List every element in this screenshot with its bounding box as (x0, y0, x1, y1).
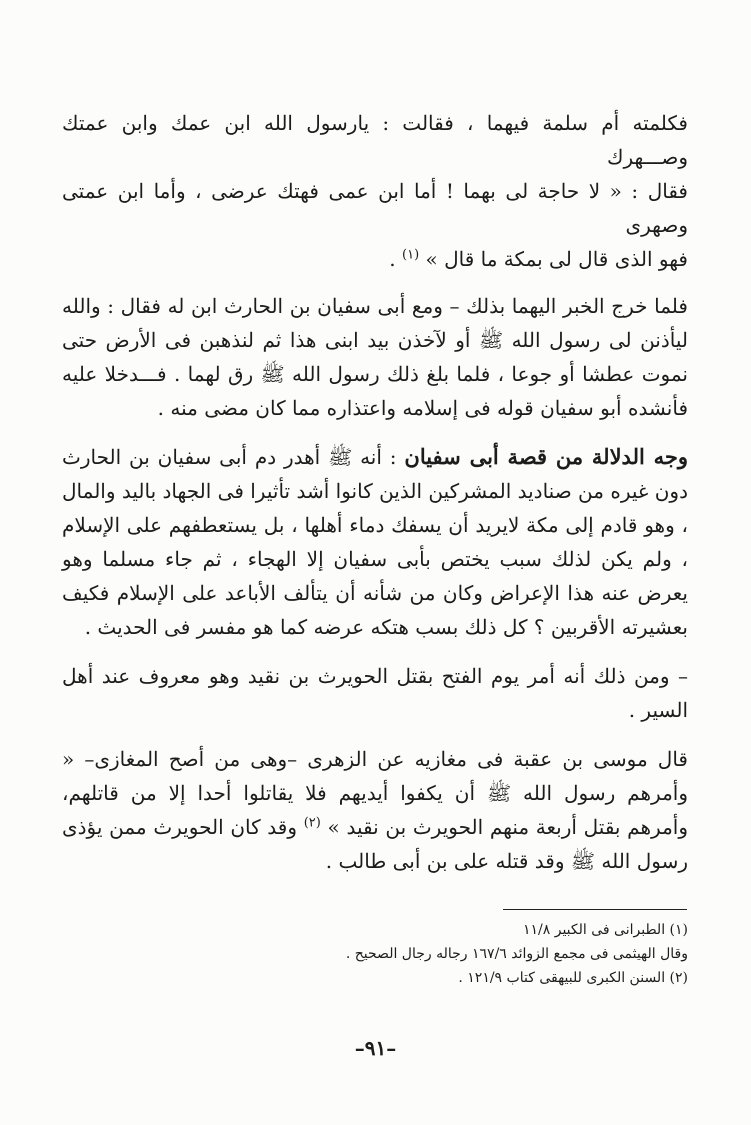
paragraph-1-tail: . (389, 247, 402, 271)
paragraph-3-text: : أنه ﷺ أهدر دم أبى سفيان بن الحارث دون غيره من صناديد المشركين الذين كانوا أشد تأثيرا فى الجهاد باليد والمال ، وهو قادم إلى مكة لايريد أن يسفك دماء أهلها ، بل يستعطفهم على الإسلام ، ولم يكن لذلك سبب يختص بأبى سفيان إلا الهجاء ، ثم جاء مسلما وهو يعرض عنه هذا الإعراض وكان من شأنه أن يتألف الأباعد على الإسلام فكيف بعشيرته الأقربين ؟ كل ذلك بسب هتكه عرضه كما هو مفسر فى الحديث . (62, 445, 688, 639)
section-heading-inline: وجه الدلالة من قصة أبى سفيان (404, 444, 688, 469)
paragraph-5 (62, 742, 688, 878)
paragraph-5-text-before: قال موسى بن عقبة فى مغازيه عن الزهرى –وهى من أصح المغازى– « وأمرهم رسول الله ﷺ أن يكفوا أيديهم فلا يقاتلوا أحدا إلا من قاتلهم، وأمرهم بقتل أربعة منهم الحويرث بن نقيد » (62, 747, 689, 839)
paragraph-4 (62, 659, 688, 727)
paragraph-5-text-after: وقد كان الحويرث ممن يؤذى رسول الله ﷺ وقد قتله على بن أبى طالب . (62, 815, 688, 873)
footnote-ref-2[interactable]: (٢) (303, 815, 321, 831)
page-number: –٩١– (354, 1036, 397, 1060)
paragraph-4-text: – ومن ذلك أنه أمر يوم الفتح بقتل الحويرث بن نقيد وهو معروف عند أهل السير . (62, 664, 688, 722)
paragraph-1-line-3: فهو الذى قال لى بمكة ما قال » (425, 247, 688, 271)
paragraph-1-line-1: فكلمته أم سلمة فيهما ، فقالت : يارسول الله ابن عمك وابن عمتك وصـــهرك (62, 111, 688, 169)
footnote-ref-1[interactable]: (١) (402, 247, 420, 263)
footnote-divider (503, 909, 687, 910)
main-text (62, 106, 688, 893)
paragraph-1-line-2: فقال : « لا حاجة لى بهما ! أما ابن عمى فهتك عرضى ، وأما ابن عمتى وصهرى (62, 179, 688, 237)
footnotes (62, 918, 688, 990)
paragraph-3 (62, 440, 688, 644)
footnote-1-continued: وقال الهيثمى فى مجمع الزوائد ١٦٧/٦ رجاله رجال الصحيح . (345, 946, 688, 962)
footnote-1: (١) الطبرانى فى الكبير ١١/٨ (522, 922, 688, 938)
footnote-2: (٢) السنن الكبرى للبيهقى كتاب ١٢١/٩ . (458, 970, 688, 986)
paragraph-1 (62, 106, 688, 276)
paragraph-2 (62, 289, 688, 425)
paragraph-2-text: فلما خرج الخبر اليهما بذلك – ومع أبى سفيان بن الحارث ابن له فقال : والله ليأذنن لى رسول الله ﷺ أو لآخذن بيد ابنى هذا ثم لنذهبن فى الأرض حتى نموت عطشا أو جوعا ، فلما بلغ ذلك رسول الله ﷺ رق لهما . فـــدخلا عليه فأنشده أبو سفيان قوله فى إسلامه واعتذاره مما كان مضى منه . (62, 294, 688, 420)
